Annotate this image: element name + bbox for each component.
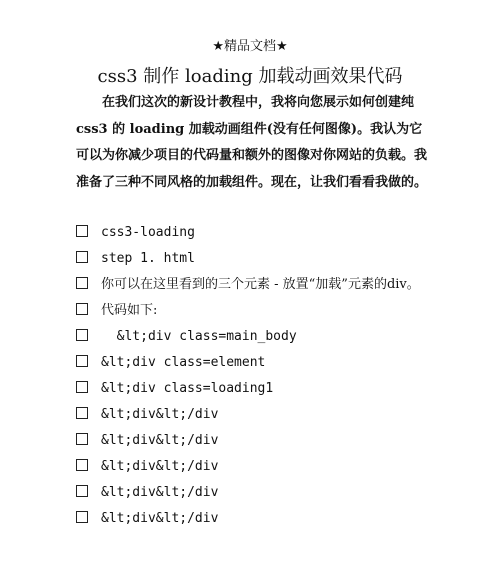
checkbox-icon bbox=[76, 277, 88, 289]
document-header: ★精品文档★ bbox=[212, 39, 288, 54]
list-item: step 1. html bbox=[76, 246, 428, 272]
list-item: 你可以在这里看到的三个元素 - 放置“加载”元素的div。 bbox=[76, 272, 428, 298]
bullet-list bbox=[76, 220, 428, 532]
list-item: css3-loading bbox=[76, 220, 428, 246]
checkbox-icon bbox=[76, 433, 88, 445]
checkbox-icon bbox=[76, 511, 88, 523]
checkbox-icon bbox=[76, 251, 88, 263]
list-item: &lt;div&lt;/div bbox=[76, 402, 428, 428]
list-item: &lt;div&lt;/div bbox=[76, 454, 428, 480]
checkbox-icon bbox=[76, 485, 88, 497]
checkbox-icon bbox=[76, 303, 88, 315]
list-item: &lt;div&lt;/div bbox=[76, 480, 428, 506]
list-item: &lt;div class=element bbox=[76, 350, 428, 376]
document-title: css3 制作 loading 加载动画效果代码 bbox=[97, 66, 403, 87]
checkbox-icon bbox=[76, 355, 88, 367]
list-item: &lt;div&lt;/div bbox=[76, 506, 428, 532]
checkbox-icon bbox=[76, 329, 88, 341]
list-item: &lt;div class=main_body bbox=[76, 324, 428, 350]
list-item: 代码如下: bbox=[76, 298, 428, 324]
checkbox-icon bbox=[76, 459, 88, 471]
checkbox-icon bbox=[76, 381, 88, 393]
checkbox-icon bbox=[76, 407, 88, 419]
list-item: &lt;div class=loading1 bbox=[76, 376, 428, 402]
intro-paragraph: 在我们这次的新设计教程中，我将向您展示如何创建纯 css3 的 loading 加载动画组件(没有任何图像)。我认为它可以为你减少项目的代码量和额外的图像对你网站的负载。我准备了三种不同风格的加载组件。现在，让我们看看我做的。 bbox=[76, 95, 428, 190]
list-item: &lt;div&lt;/div bbox=[76, 428, 428, 454]
checkbox-icon bbox=[76, 225, 88, 237]
